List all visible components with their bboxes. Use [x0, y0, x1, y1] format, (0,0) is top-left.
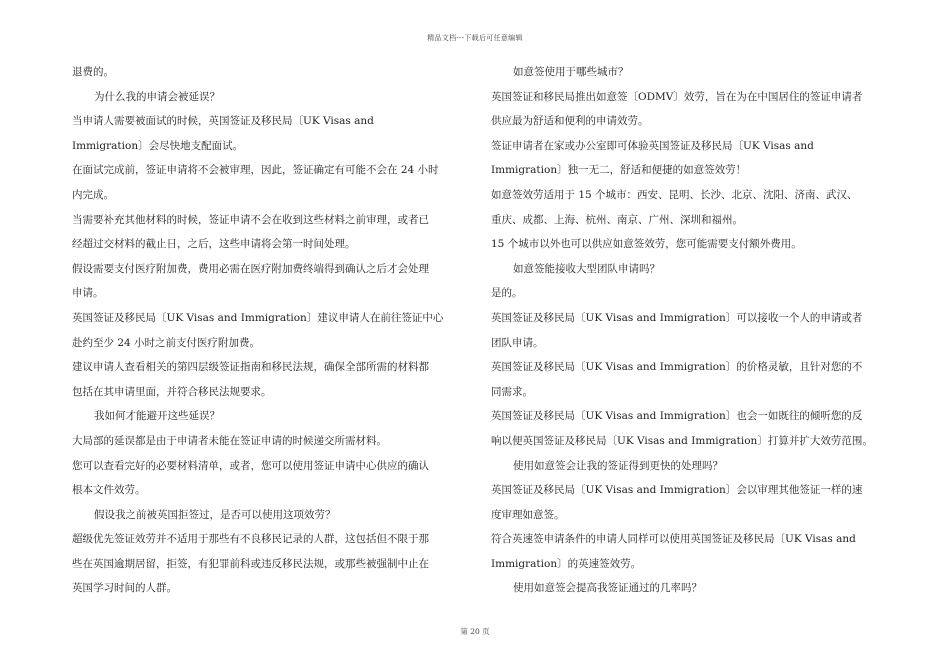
- paragraph-line: 符合英速签申请条件的申请人同样可以使用英国签证及移民局〔UK Visas and: [491, 533, 856, 546]
- paragraph-line: 经超过交材料的截止日，之后，这些申请将会第一时间处理。: [72, 238, 356, 251]
- paragraph-line: 英国签证及移民局〔UK Visas and Immigration〕可以接收一个人的申请或者: [491, 311, 863, 324]
- question-heading: 我如何才能避开这些延误？: [94, 410, 220, 423]
- paragraph-line: 退费的。: [72, 66, 114, 78]
- paragraph-line: 如意签效劳适用于 15 个城市：西安、昆明、长沙、北京、沈阳、济南、武汉、: [491, 188, 858, 201]
- paragraph-line: 内完成。: [72, 188, 114, 201]
- paragraph-line: 当申请人需要被面试的时候，英国签证及移民局〔UK Visas and: [72, 115, 374, 128]
- question-heading: 使用如意签会提高我签证通过的几率吗？: [513, 582, 702, 595]
- question-heading: 使用如意签会让我的签证得到更快的处理吗？: [513, 459, 723, 472]
- paragraph-line: 超级优先签证效劳并不适用于那些有不良移民记录的人群，这包括但不限于那: [72, 533, 429, 546]
- paragraph-line: 申请。: [72, 287, 104, 300]
- left-column: [72, 60, 467, 601]
- paragraph-line: 供应最为舒适和便利的申请效劳。: [491, 115, 649, 128]
- paragraph-line: 响以便英国签证及移民局〔UK Visas and Immigration〕打算并扩大效劳范围。: [491, 434, 873, 447]
- question-heading: 如意签能接收大型团队申请吗？: [513, 262, 660, 275]
- paragraph-line: 英国签证及移民局〔UK Visas and Immigration〕会以审理其他签证一样的速: [491, 484, 863, 497]
- paragraph-line: 度审理如意签。: [491, 508, 565, 521]
- paragraph-line: 建议申请人查看相关的第四层级签证指南和移民法规，确保全部所需的材料都: [72, 361, 429, 374]
- paragraph-line: 英国签证及移民局〔UK Visas and Immigration〕建议申请人在前往签证中心: [72, 311, 444, 324]
- paragraph-line: 在面试完成前，签证申请将不会被审理，因此，签证确定有可能不会在 24 小时: [72, 164, 439, 177]
- paragraph-line: 签证申请者在家或办公室即可体验英国签证及移民局〔UK Visas and: [491, 139, 814, 152]
- paragraph-line: 同需求。: [491, 385, 533, 398]
- paragraph-line: 大局部的延误都是由于申请者未能在签证申请的时候递交所需材料。: [72, 434, 387, 447]
- paragraph-line: 根本文件效劳。: [72, 484, 146, 497]
- paragraph-line: Immigration〕独一无二，舒适和便捷的如意签效劳！: [491, 164, 747, 177]
- paragraph-line: 团队申请。: [491, 336, 544, 349]
- paragraph-line: Immigration〕的英速签效劳。: [491, 557, 642, 570]
- paragraph-line: 英国签证和移民局推出如意签〔ODMV〕效劳，旨在为在中国居住的签证申请者: [491, 90, 863, 103]
- paragraph-line: 英国学习时间的人群。: [72, 582, 177, 595]
- paragraph-line: 您可以查看完好的必要材料清单，或者，您可以使用签证申请中心供应的确认: [72, 459, 429, 472]
- page-number: 第 20 页: [460, 627, 490, 636]
- question-heading: 如意签使用于哪些城市？: [513, 66, 629, 78]
- paragraph-line: 赴约至少 24 小时之前支付医疗附加费。: [72, 336, 261, 349]
- paragraph-line: Immigration〕会尽快地支配面试。: [72, 139, 244, 152]
- question-heading: 假设我之前被英国拒签过，是否可以使用这项效劳？: [94, 508, 336, 521]
- paragraph-line: 当需要补充其他材料的时候，签证申请不会在收到这些材料之前审理，或者已: [72, 213, 429, 226]
- question-heading: 为什么我的申请会被延误？: [94, 90, 220, 103]
- right-column: [491, 60, 886, 601]
- paragraph-line: 英国签证及移民局〔UK Visas and Immigration〕也会一如既往的倾听您的反: [491, 410, 863, 423]
- paragraph-line: 假设需要支付医疗附加费，费用必需在医疗附加费终端得到确认之后才会处理: [72, 262, 429, 275]
- paragraph-line: 些在英国逾期居留，拒签，有犯罪前科或违反移民法规，或那些被强制中止在: [72, 557, 429, 570]
- paragraph-line: 包括在其申请里面，并符合移民法规要求。: [72, 385, 272, 398]
- paragraph-line: 是的。: [491, 287, 523, 300]
- paragraph-line: 重庆、成都、上海、杭州、南京、广州、深圳和福州。: [491, 213, 743, 226]
- paragraph-line: 15 个城市以外也可以供应如意签效劳，您可能需要支付额外费用。: [491, 238, 802, 251]
- page-header: 精品文档---下载后可任意编辑: [427, 34, 523, 42]
- paragraph-line: 英国签证及移民局〔UK Visas and Immigration〕的价格灵敏，且针对您的不: [491, 361, 863, 374]
